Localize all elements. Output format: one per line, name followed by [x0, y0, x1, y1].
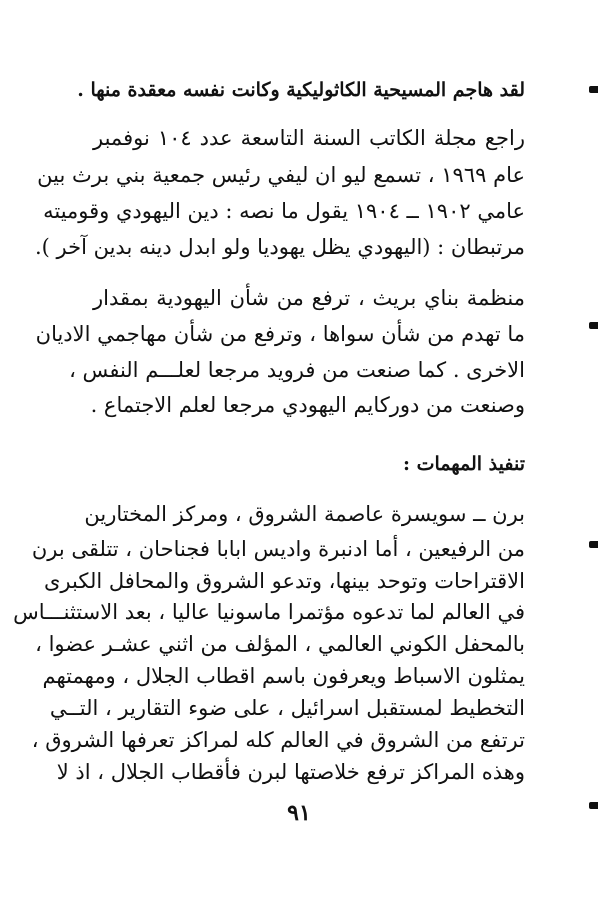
paragraph-3-line-9: وهذه المراكز ترفع خلاصتها لبرن فأقطاب الجلال ، اذ لا: [56, 760, 525, 784]
paragraph-3-line-5: بالمحفل الكوني العالمي ، المؤلف من اثني عشـر عضوا ،: [35, 632, 525, 656]
page-number: ٩١: [287, 800, 311, 826]
paragraph-1-line-4: مرتبطان : (اليهودي يظل يهوديا ولو ابدل دينه بدين آخر ).: [34, 235, 525, 259]
paragraph-1-line-2: عام ١٩٦٩ ، تسمع ليو ان ليفي رئيس جمعية بني برث بين: [37, 163, 525, 187]
paragraph-3-line-6: يمثلون الاسباط ويعرفون باسم اقطاب الجلال ، ومهمتهم: [42, 664, 525, 688]
paragraph-1-line-1: راجع مجلة الكاتب السنة التاسعة عدد ١٠٤ نوفمبر: [93, 126, 525, 150]
paragraph-2-line-1: منظمة بناي بريث ، ترفع من شأن اليهودية بمقدار: [93, 286, 525, 310]
paragraph-3-line-1: برن ــ سويسرة عاصمة الشروق ، ومركز المختارين: [84, 502, 525, 526]
paragraph-3-line-4: في العالم لما تدعوه مؤتمرا ماسونيا عاليا ، بعد الاستثنـــاس: [13, 600, 525, 624]
paragraph-2-line-4: وصنعت من دوركايم اليهودي مرجعا لعلم الاجتماع .: [90, 393, 525, 417]
margin-mark: [589, 541, 598, 548]
margin-mark: [589, 86, 598, 93]
paragraph-3-line-8: ترتفع من الشروق في العالم كله لمراكز تعرفها الشروق ،: [31, 728, 525, 752]
margin-mark: [589, 802, 598, 809]
margin-mark: [589, 322, 598, 329]
paragraph-2-line-3: الاخرى . كما صنعت من فرويد مرجعا لعلـــم النفس ،: [69, 358, 525, 382]
running-text-top: لقد هاجم المسيحية الكاثوليكية وكانت نفسه معقدة منها .: [77, 79, 525, 101]
paragraph-3-line-7: التخطيط لمستقبل اسرائيل ، على ضوء التقارير ، التــي: [49, 696, 525, 720]
paragraph-1-line-3: عامي ١٩٠٢ ــ ١٩٠٤ يقول ما نصه : دين اليهودي وقوميته: [43, 199, 525, 223]
paragraph-3-line-3: الاقتراحات وتوحد بينها، وتدعو الشروق والمحافل الكبرى: [43, 569, 525, 593]
section-heading: تنفيذ المهمات :: [402, 453, 525, 475]
paragraph-2-line-2: ما تهدم من شأن سواها ، وترفع من شأن مهاجمي الاديان: [35, 322, 525, 346]
paragraph-3-line-2: من الرفيعين ، أما ادنبرة واديس ابابا فجناحان ، تتلقى برن: [31, 537, 525, 561]
